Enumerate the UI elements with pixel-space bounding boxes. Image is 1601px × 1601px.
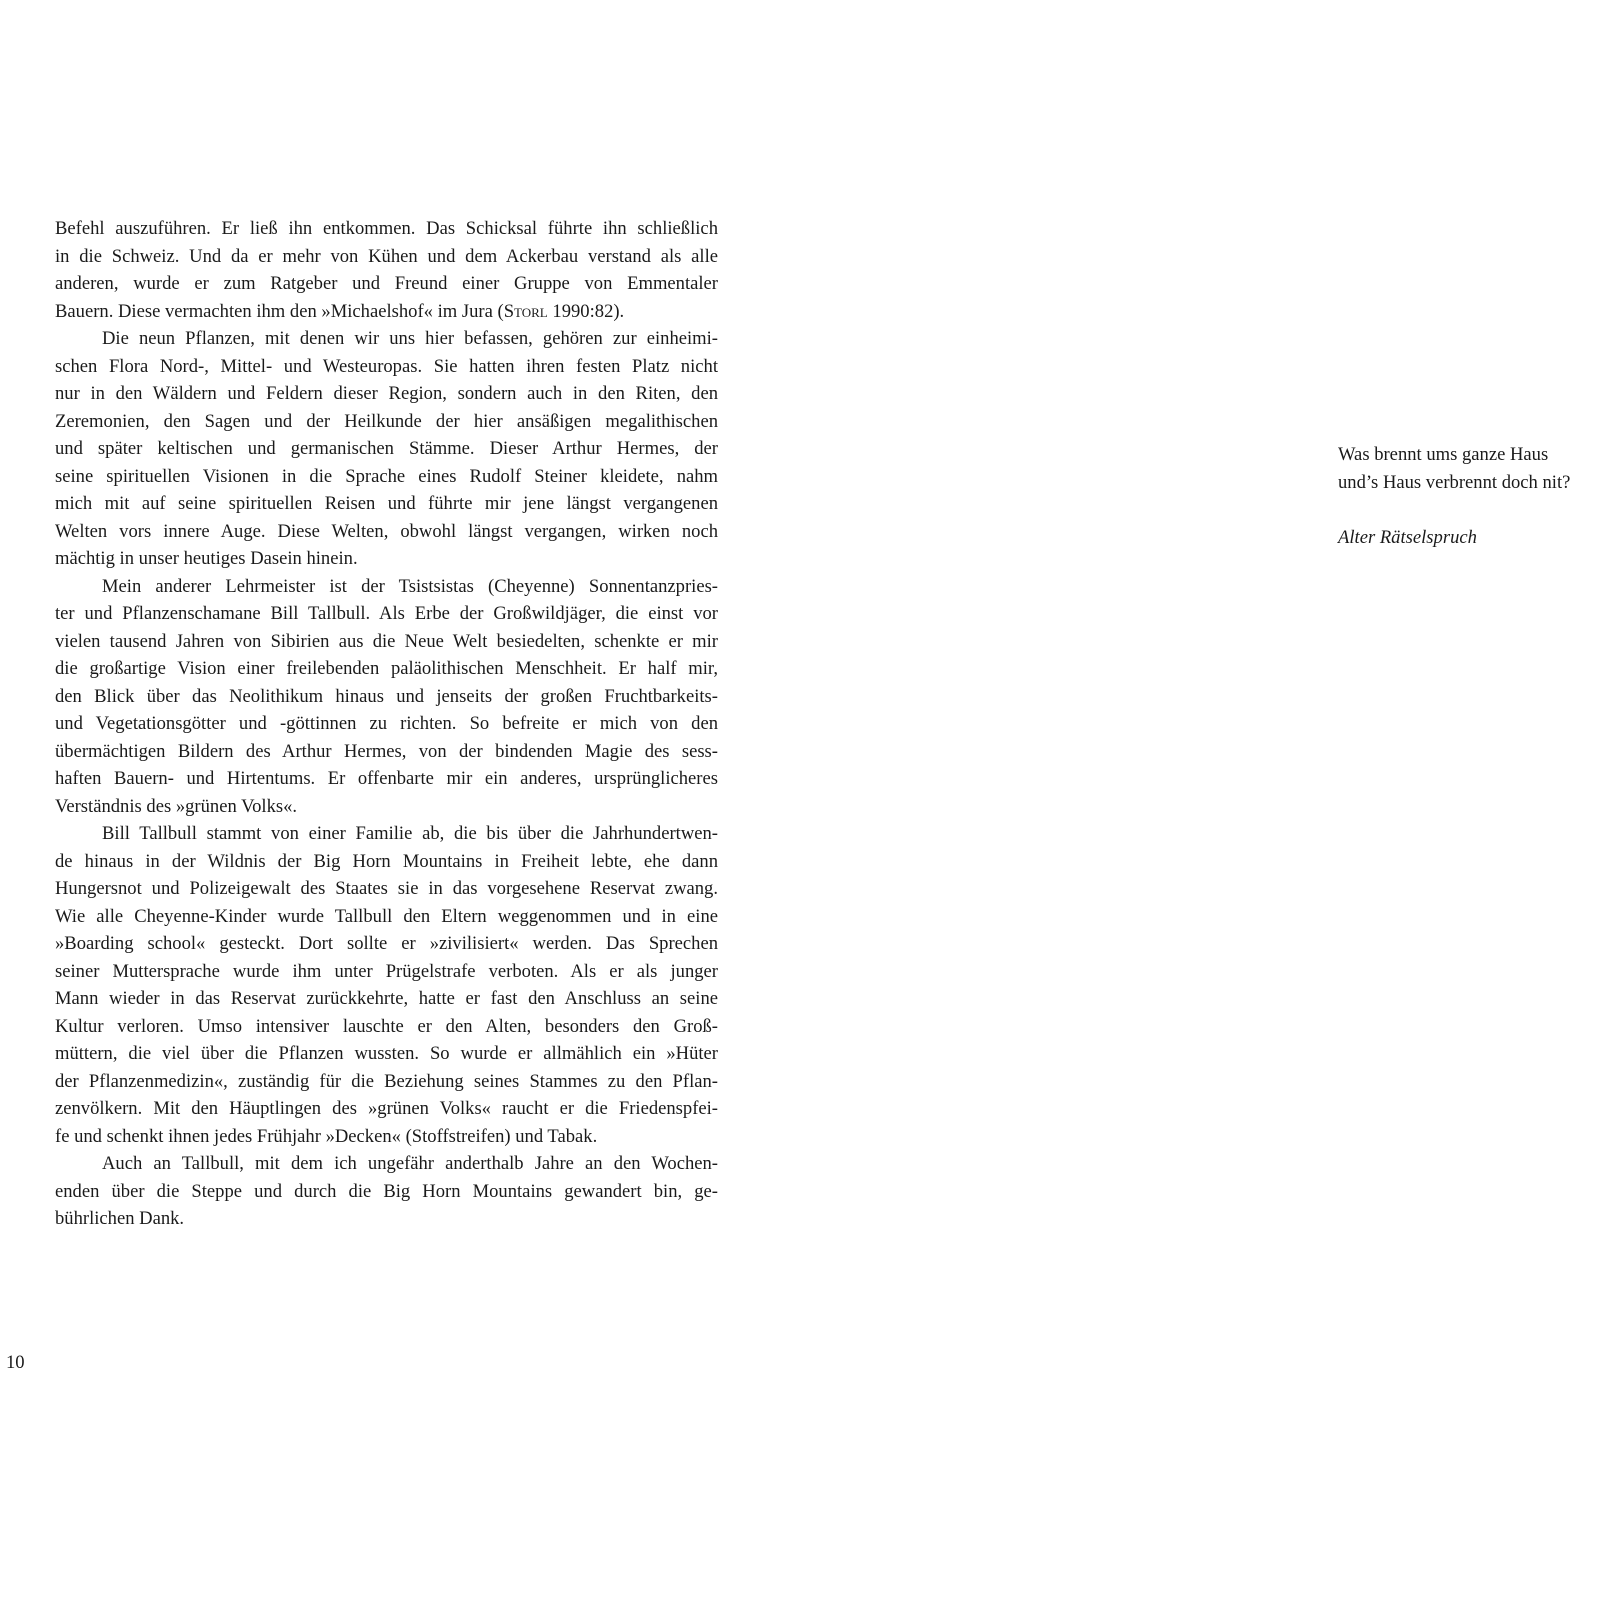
- text-line: Mein anderer Lehrmeister ist der Tsistsistas (Cheyenne) Sonnentanzpries-: [102, 575, 718, 597]
- text-line: »Boarding school« gesteckt. Dort sollte er »zivilisiert« werden. Das Sprechen: [55, 933, 718, 954]
- text-line: und später keltischen und germanischen Stämme. Dieser Arthur Hermes, der: [55, 438, 718, 459]
- main-text-column: [55, 215, 718, 1233]
- text-line: Mann wieder in das Reservat zurückkehrte, hatte er fast den Anschluss an seine: [55, 988, 718, 1009]
- text-line: zenvölkern. Mit den Häuptlingen des »grünen Volks« raucht er die Friedenspfei-: [55, 1098, 718, 1119]
- text-line: Welten vors innere Auge. Diese Welten, obwohl längst vergangen, wirken noch: [55, 520, 718, 542]
- citation-author: Storl: [503, 300, 548, 322]
- text-line: die großartige Vision einer freilebenden paläolithischen Menschheit. Er half mir,: [55, 658, 718, 679]
- text-line: den Blick über das Neolithikum hinaus und jenseits der großen Fruchtbarkeits-: [55, 685, 718, 707]
- text-line: seiner Muttersprache wurde ihm unter Prügelstrafe verboten. Als er als junger: [55, 960, 718, 982]
- text-line: der Pflanzenmedizin«, zuständig für die Beziehung seines Stammes zu den Pflan-: [55, 1070, 718, 1092]
- text-line: Wie alle Cheyenne-Kinder wurde Tallbull den Eltern weggenommen und in eine: [55, 905, 718, 927]
- text-line: Verständnis des »grünen Volks«.: [55, 795, 298, 817]
- epigraph-source: Alter Rätselspruch: [1338, 527, 1477, 548]
- citation-reference: 1990:82).: [547, 300, 625, 322]
- epigraph-line: und’s Haus verbrennt doch nit?: [1338, 471, 1571, 493]
- paragraph: [55, 573, 718, 821]
- text-line: ter und Pflanzenschamane Bill Tallbull. Als Erbe der Großwildjäger, die einst vor: [55, 603, 718, 624]
- text-line: müttern, die viel über die Pflanzen wussten. So wurde er allmählich ein »Hüter: [55, 1043, 718, 1064]
- text-line: bührlichen Dank.: [55, 1208, 185, 1229]
- text-line: [55, 298, 718, 326]
- epigraph-line: Was brennt ums ganze Haus: [1338, 444, 1549, 465]
- text-line: mich mit auf seine spirituellen Reisen und führte mir jene längst vergangenen: [55, 493, 718, 514]
- text-line: fe und schenkt ihnen jedes Frühjahr »Decken« (Stoffstreifen) und Tabak.: [55, 1125, 598, 1147]
- text-line: de hinaus in der Wildnis der Big Horn Mountains in Freiheit lebte, ehe dann: [55, 850, 718, 872]
- text-line: übermächtigen Bildern des Arthur Hermes, von der bindenden Magie des sess-: [55, 740, 718, 762]
- text-segment: Bauern. Diese vermachten ihm den »Michaelshof« im Jura (: [55, 300, 504, 322]
- text-line: schen Flora Nord-, Mittel- und Westeuropas. Sie hatten ihren festen Platz nicht: [55, 355, 718, 377]
- paragraph: [55, 820, 718, 1150]
- paragraph: [55, 1150, 718, 1233]
- text-line: Befehl auszuführen. Er ließ ihn entkommen. Das Schicksal führte ihn schließlich: [55, 218, 718, 239]
- text-line: haften Bauern- und Hirtentums. Er offenbarte mir ein anderes, ursprünglicheres: [55, 768, 718, 789]
- text-line: und Vegetationsgötter und -göttinnen zu richten. So befreite er mich von den: [55, 713, 718, 734]
- text-line: vielen tausend Jahren von Sibirien aus die Neue Welt besiedelten, schenkte er mir: [55, 630, 718, 652]
- text-line: seine spirituellen Visionen in die Sprache eines Rudolf Steiner kleidete, nahm: [55, 465, 718, 487]
- text-line: Hungersnot und Polizeigewalt des Staates sie in das vorgesehene Reservat zwang.: [55, 878, 718, 899]
- text-line: Bill Tallbull stammt von einer Familie ab, die bis über die Jahrhundertwen-: [102, 823, 718, 844]
- text-line: nur in den Wäldern und Feldern dieser Region, sondern auch in den Riten, den: [55, 383, 718, 404]
- paragraph: [55, 215, 718, 325]
- text-line: Zeremonien, den Sagen und der Heilkunde der hier ansäßigen megalithischen: [55, 410, 718, 432]
- text-line: Kultur verloren. Umso intensiver lauschte er den Alten, besonders den Groß-: [55, 1015, 718, 1037]
- text-line: Auch an Tallbull, mit dem ich ungefähr anderthalb Jahre an den Wochen-: [102, 1153, 718, 1174]
- epigraph: [1338, 441, 1600, 552]
- page-number: 10: [6, 1352, 25, 1373]
- text-line: anderen, wurde er zum Ratgeber und Freund einer Gruppe von Emmentaler: [55, 273, 718, 294]
- text-line: in die Schweiz. Und da er mehr von Kühen und dem Ackerbau verstand als alle: [55, 245, 718, 267]
- text-line: mächtig in unser heutiges Dasein hinein.: [55, 548, 358, 569]
- text-line: enden über die Steppe und durch die Big Horn Mountains gewandert bin, ge-: [55, 1180, 718, 1202]
- text-line: Die neun Pflanzen, mit denen wir uns hier befassen, gehören zur einheimi-: [102, 328, 718, 349]
- paragraph: [55, 325, 718, 573]
